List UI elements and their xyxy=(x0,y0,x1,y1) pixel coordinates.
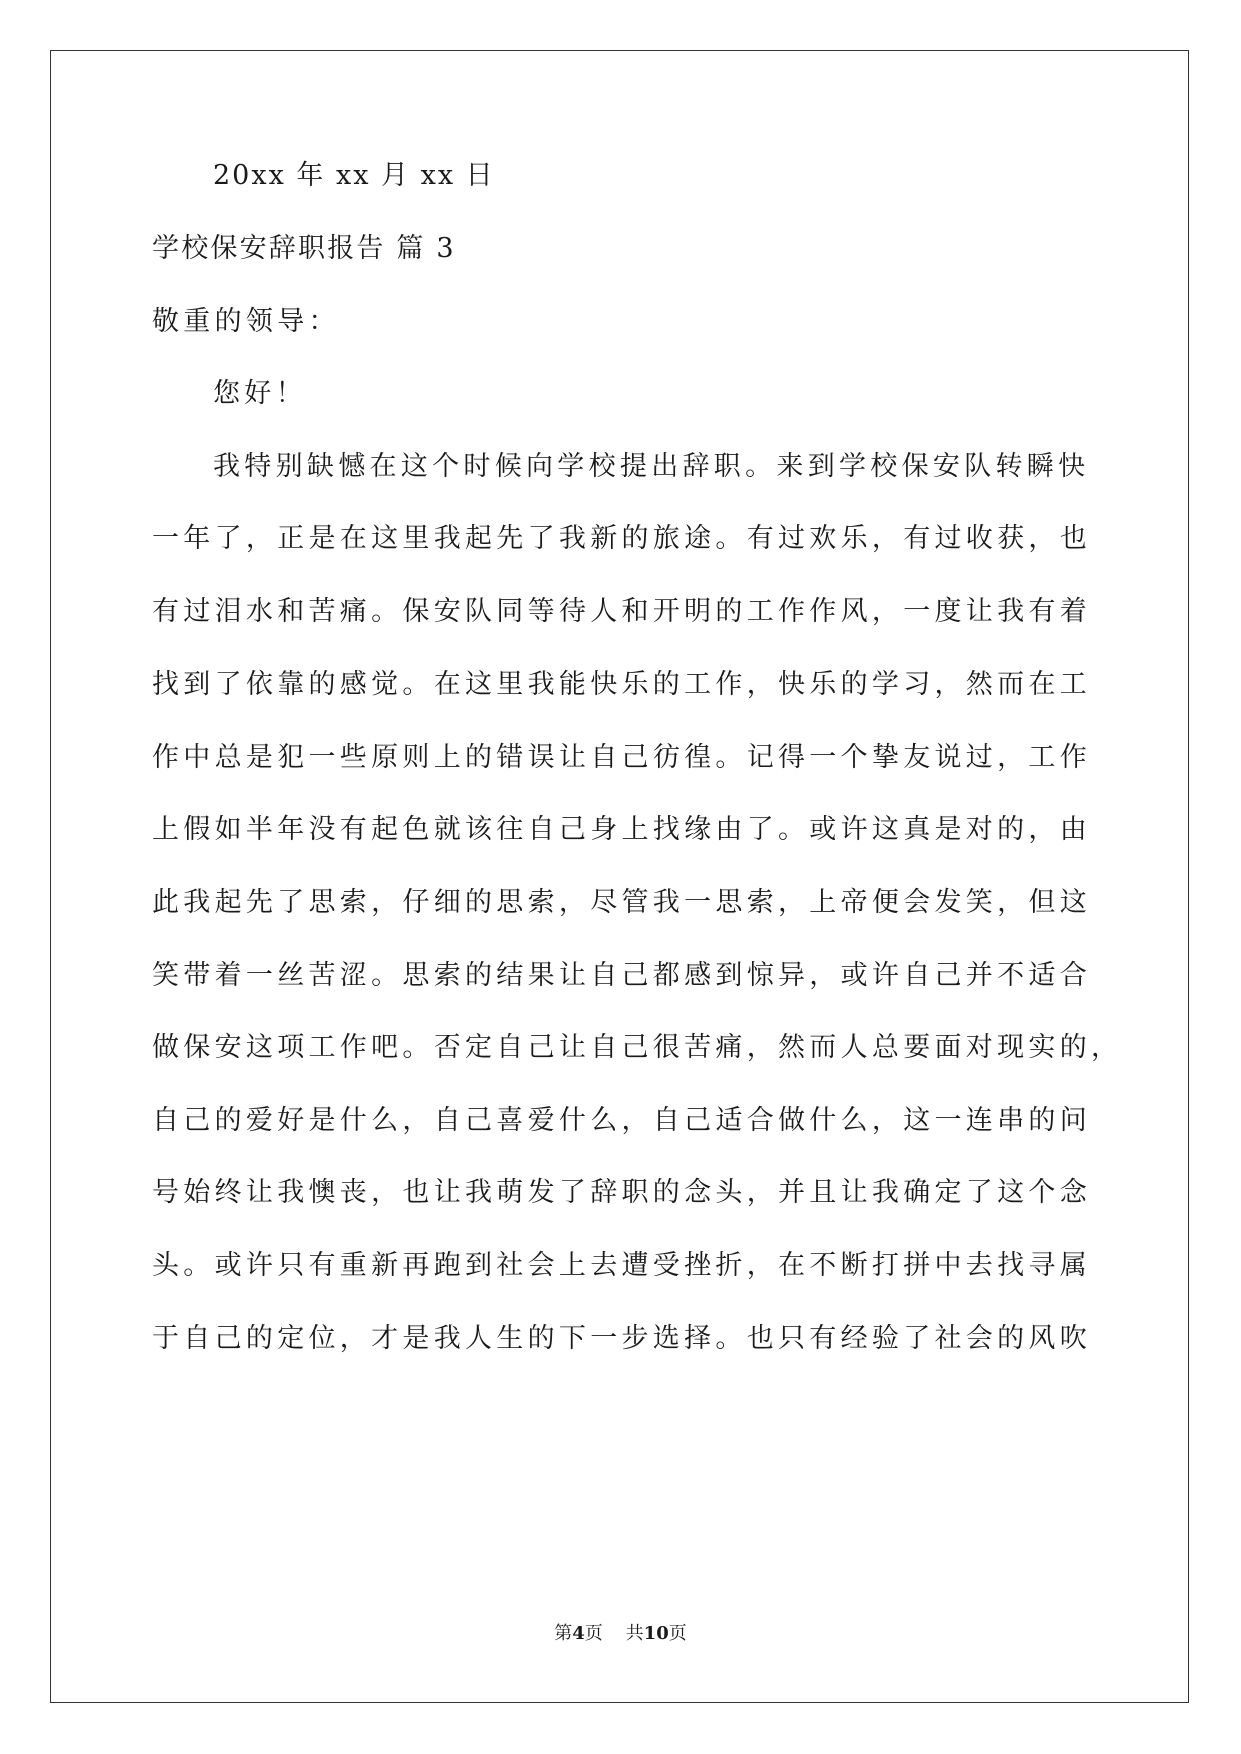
salutation: 敬重的领导： xyxy=(152,306,340,337)
body-line: 作中总是犯一些原则上的错误让自己彷徨。记得一个挚友说过，工作 xyxy=(152,742,1091,773)
body-line: 此我起先了思索，仔细的思索，尽管我一思索，上帝便会发笑，但这 xyxy=(152,887,1091,918)
page-border xyxy=(50,50,1189,1703)
body-line: 做保安这项工作吧。否定自己让自己很苦痛，然而人总要面对现实的， xyxy=(152,1032,1123,1063)
page-number: 4 xyxy=(572,1623,585,1644)
body-line: 一年了，正是在这里我起先了我新的旅途。有过欢乐，有过收获，也 xyxy=(152,523,1091,554)
body-line: 找到了依靠的感觉。在这里我能快乐的工作，快乐的学习，然而在工 xyxy=(152,669,1091,700)
page-suffix: 页 xyxy=(584,1623,603,1644)
total-pages: 10 xyxy=(643,1623,669,1644)
body-line: 头。或许只有重新再跑到社会上去遭受挫折，在不断打拼中去找寻属 xyxy=(152,1250,1091,1281)
body-line: 上假如半年没有起色就该往自己身上找缘由了。或许这真是对的，由 xyxy=(152,814,1091,845)
greeting: 您好！ xyxy=(213,378,307,409)
page-footer xyxy=(0,1622,1241,1646)
body-line: 笑带着一丝苦涩。思索的结果让自己都感到惊异，或许自己并不适合 xyxy=(152,960,1091,991)
body-line: 于自己的定位，才是我人生的下一步选择。也只有经验了社会的风吹 xyxy=(152,1323,1091,1354)
body-line: 号始终让我懊丧，也让我萌发了辞职的念头，并且让我确定了这个念 xyxy=(152,1177,1091,1208)
section-title: 学校保安辞职报告 篇 3 xyxy=(152,233,456,264)
body-line: 有过泪水和苦痛。保安队同等待人和开明的工作作风，一度让我有着 xyxy=(152,596,1091,627)
date-line: 20xx 年 xx 月 xx 日 xyxy=(213,160,495,191)
body-line: 我特别缺憾在这个时候向学校提出辞职。来到学校保安队转瞬快 xyxy=(213,451,1090,482)
page-prefix: 第 xyxy=(554,1623,573,1644)
total-prefix: 共 xyxy=(625,1623,644,1644)
total-suffix: 页 xyxy=(668,1623,687,1644)
body-line: 自己的爱好是什么，自己喜爱什么，自己适合做什么，这一连串的问 xyxy=(152,1105,1091,1136)
